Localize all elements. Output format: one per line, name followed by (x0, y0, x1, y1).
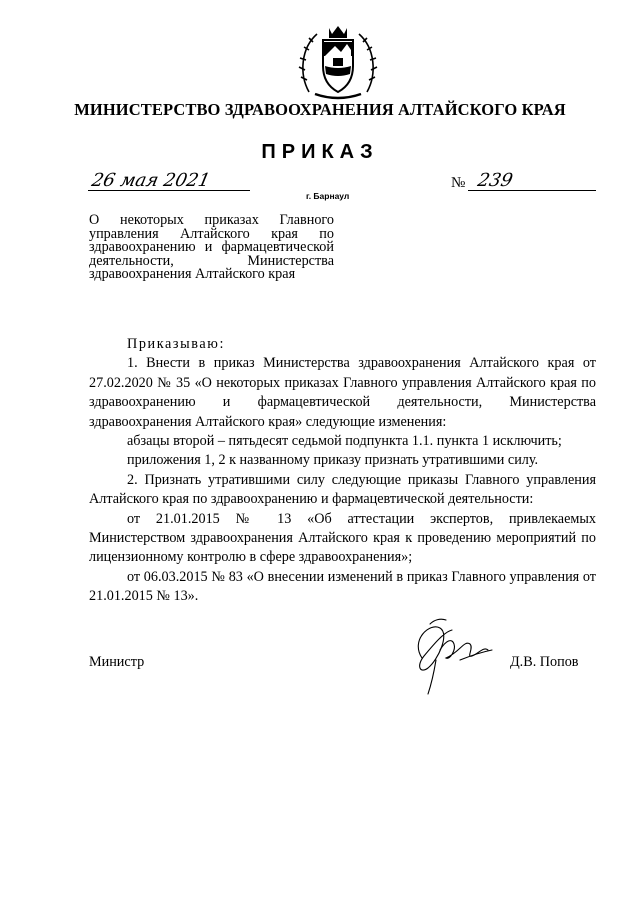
order-subject: О некоторых приказах Главного управления Алтайского края по здравоохранению и фармацевтической деятельности, Министерства здравоохранения Алтайского края (89, 212, 334, 283)
signer-position: Министр (89, 654, 145, 670)
altai-coat-of-arms-icon (295, 22, 381, 102)
handwritten-date: 26 мая 2021 (89, 170, 212, 191)
paragraph: от 06.03.2015 № 83 «О внесении изменений в приказ Главного управления от 21.01.2015 № 13». (89, 568, 596, 605)
paragraph: абзацы второй – пятьдесят седьмой подпункта 1.1. пункта 1 исключить; (127, 433, 562, 450)
paragraph: 2. Признать утратившими силу следующие приказы Главного управления Алтайского края по здравоохранению и фармацевтической деятельности: (89, 471, 596, 508)
signer-name: Д.В. Попов (510, 654, 579, 670)
ministry-name: МИНИСТЕРСТВО ЗДРАВООХРАНЕНИЯ АЛТАЙСКОГО КРАЯ (74, 100, 566, 119)
city: г. Барнаул (306, 191, 350, 201)
paragraph: приложения 1, 2 к названному приказу признать утратившими силу. (127, 452, 539, 469)
order-word: Приказываю: (127, 336, 225, 352)
order-body (89, 335, 596, 607)
document-title: ПРИКАЗ (261, 141, 379, 163)
paragraph: от 21.01.2015 № 13 «Об аттестации экспертов, привлекаемых Министерством здравоохранения Алтайского края к проведению мероприятий по лицензионному контролю в сфере здравоохранения»; (89, 510, 596, 566)
number-label: № (451, 175, 466, 191)
handwritten-number: 239 (475, 170, 515, 191)
handwritten-signature-icon (400, 610, 510, 700)
paragraph: 1. Внести в приказ Министерства здравоохранения Алтайского края от 27.02.2020 № 35 «О некоторых приказах Главного управления Алтайского края по здравоохранению и фармацевтической деятельности, Министерства здравоохранения Алтайского края» следующие изменения: (89, 355, 596, 430)
